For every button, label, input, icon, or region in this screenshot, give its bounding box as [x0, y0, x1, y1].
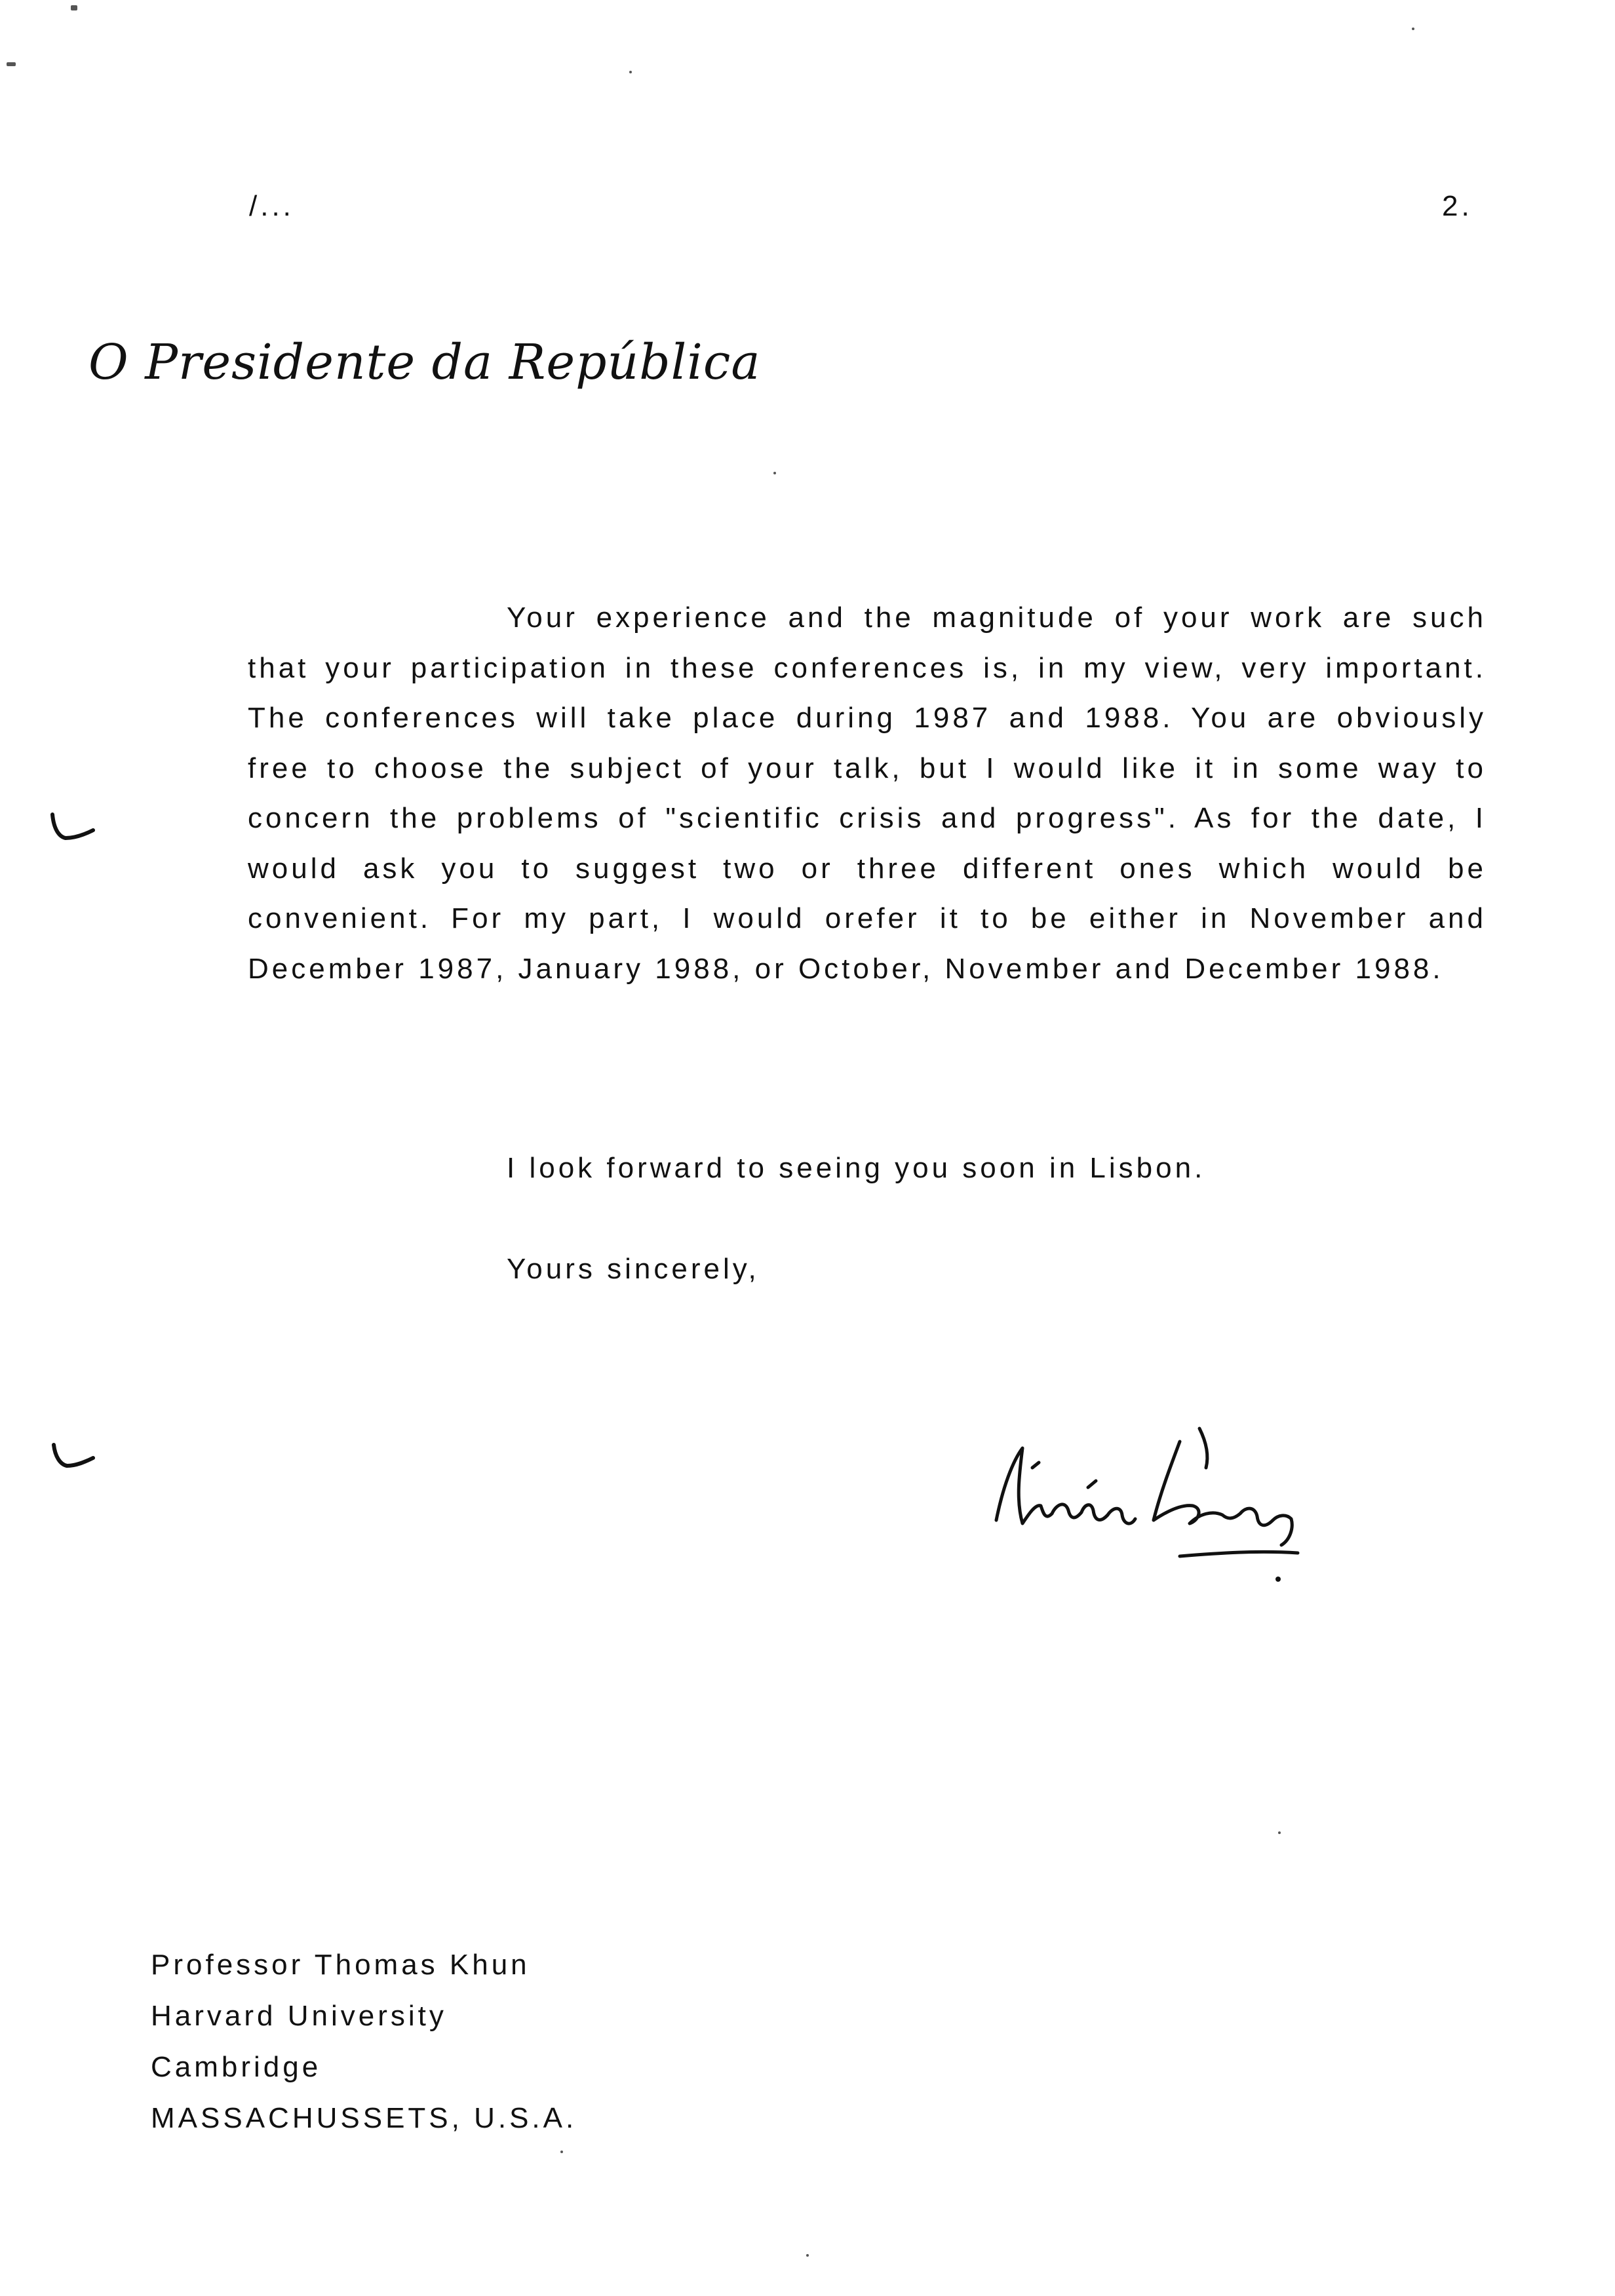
body-paragraph-text: Your experience and the magnitude of your work are such that your participation in these conferences is, in my view, very important. The conferences will take place during 1987 and 1988. You are obviously free to choose the subject of your talk, but I would like it in some way to concern the problems of "scientific crisis and progress". As for the date, I would ask you to suggest two or three different ones which would be convenient. For my part, I would orefer it to be either in November and December 1987, January 1988, or October, November and December 1988. [248, 602, 1487, 985]
scan-speck [7, 62, 16, 66]
scan-speck [806, 2254, 809, 2257]
body-paragraph [248, 593, 1487, 994]
recipient-address [151, 1940, 577, 2144]
handwritten-signature [983, 1389, 1324, 1599]
salutation: Yours sincerely, [507, 1253, 760, 1285]
address-line: Cambridge [151, 2051, 322, 2083]
margin-tick-mark [46, 809, 98, 849]
continuation-mark: /... [249, 190, 294, 222]
address-line: Professor Thomas Khun [151, 1949, 530, 1981]
closing-line: I look forward to seeing you soon in Lisbon. [507, 1152, 1206, 1184]
scan-speck [773, 472, 776, 474]
margin-tick-mark [46, 1438, 98, 1478]
scan-speck [1278, 1831, 1281, 1834]
address-line: Harvard University [151, 2000, 447, 2032]
scan-speck [1412, 28, 1414, 30]
address-line: MASSACHUSSETS, U.S.A. [151, 2102, 577, 2134]
scan-speck [560, 2151, 563, 2153]
letterhead-title: O Presidente da República [88, 334, 761, 391]
page-number: 2. [1442, 190, 1473, 222]
scan-speck [71, 5, 77, 10]
scan-speck [629, 71, 632, 73]
